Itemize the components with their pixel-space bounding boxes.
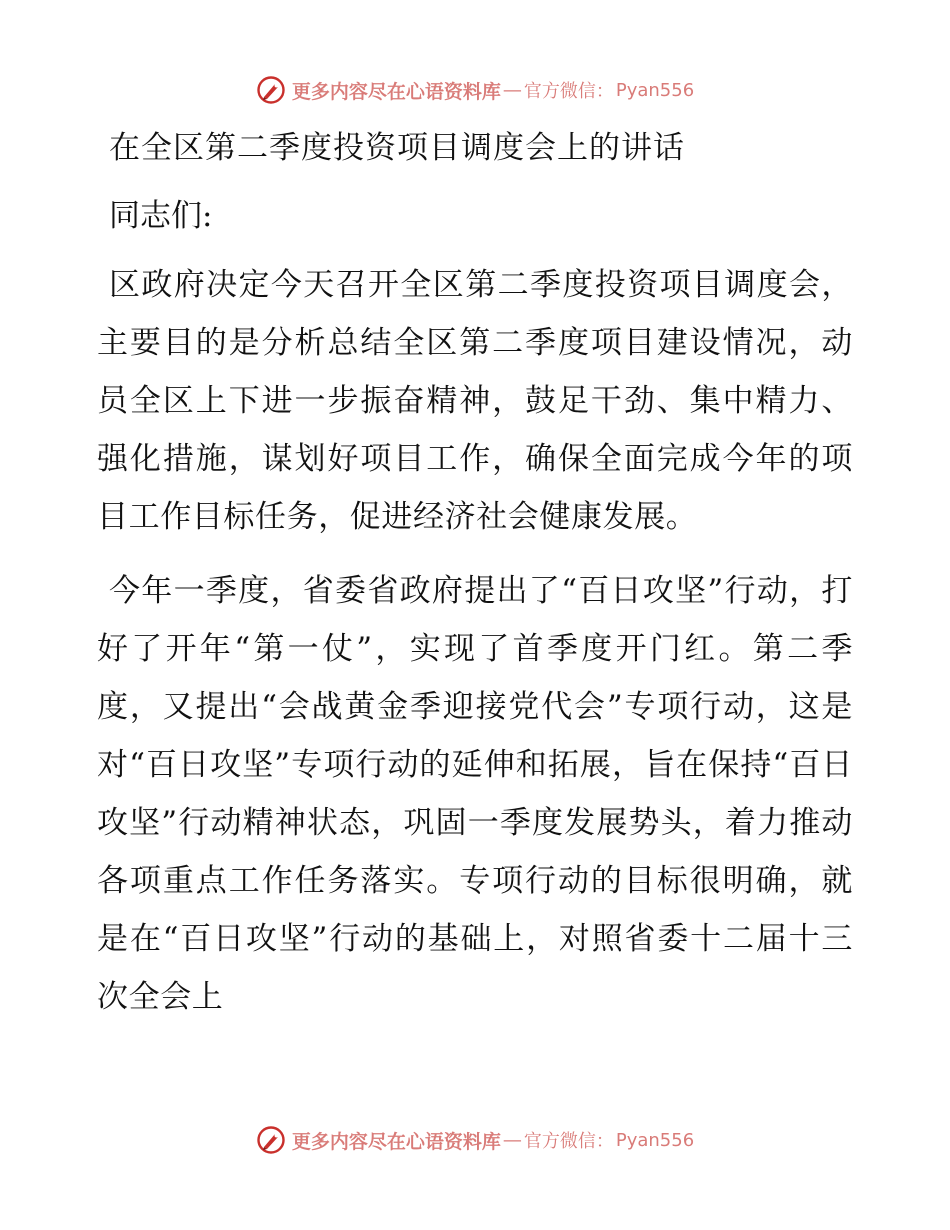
paragraph-2: 今年一季度，省委省政府提出了“百日攻坚”行动，打好了开年“第一仗”，实现了首季度开门红。第二季度，又提出“会战黄金季迎接党代会”专项行动，这是对“百日攻坚”专项行动的延伸和拓展，旨在保持“百日攻坚”行动精神状态，巩固一季度发展势头，着力推动各项重点工作任务落实。专项行动的目标很明确，就是在“百日攻坚”行动的基础上，对照省委十二届十三次全会上 (97, 573, 853, 1015)
watermark-account: Pyan556 (615, 79, 695, 101)
watermark-banner-bottom (0, 1120, 950, 1160)
paragraph-1: 区政府决定今天召开全区第二季度投资项目调度会，主要目的是分析总结全区第二季度项目建设情况，动员全区上下进一步振奋精神，鼓足干劲、集中精力、强化措施，谋划好项目工作，确保全面完成今年的项目工作目标任务，促进经济社会健康发展。 (97, 267, 853, 535)
watermark-banner-top (0, 70, 950, 110)
greeting: 同志们: (109, 198, 213, 234)
document-body (97, 120, 853, 1026)
document-title: 在全区第二季度投资项目调度会上的讲话 (109, 130, 685, 166)
pen-logo-icon (256, 1125, 286, 1155)
watermark-separator: — (502, 1129, 522, 1151)
watermark-main-text: 更多内容尽在心语资料库 (291, 80, 501, 103)
watermark-label: 官方微信： (523, 81, 614, 102)
watermark-separator: — (502, 79, 522, 101)
watermark-main-text: 更多内容尽在心语资料库 (291, 1130, 501, 1153)
watermark-label: 官方微信： (523, 1131, 614, 1152)
watermark-account: Pyan556 (615, 1129, 695, 1151)
pen-logo-icon (256, 75, 286, 105)
